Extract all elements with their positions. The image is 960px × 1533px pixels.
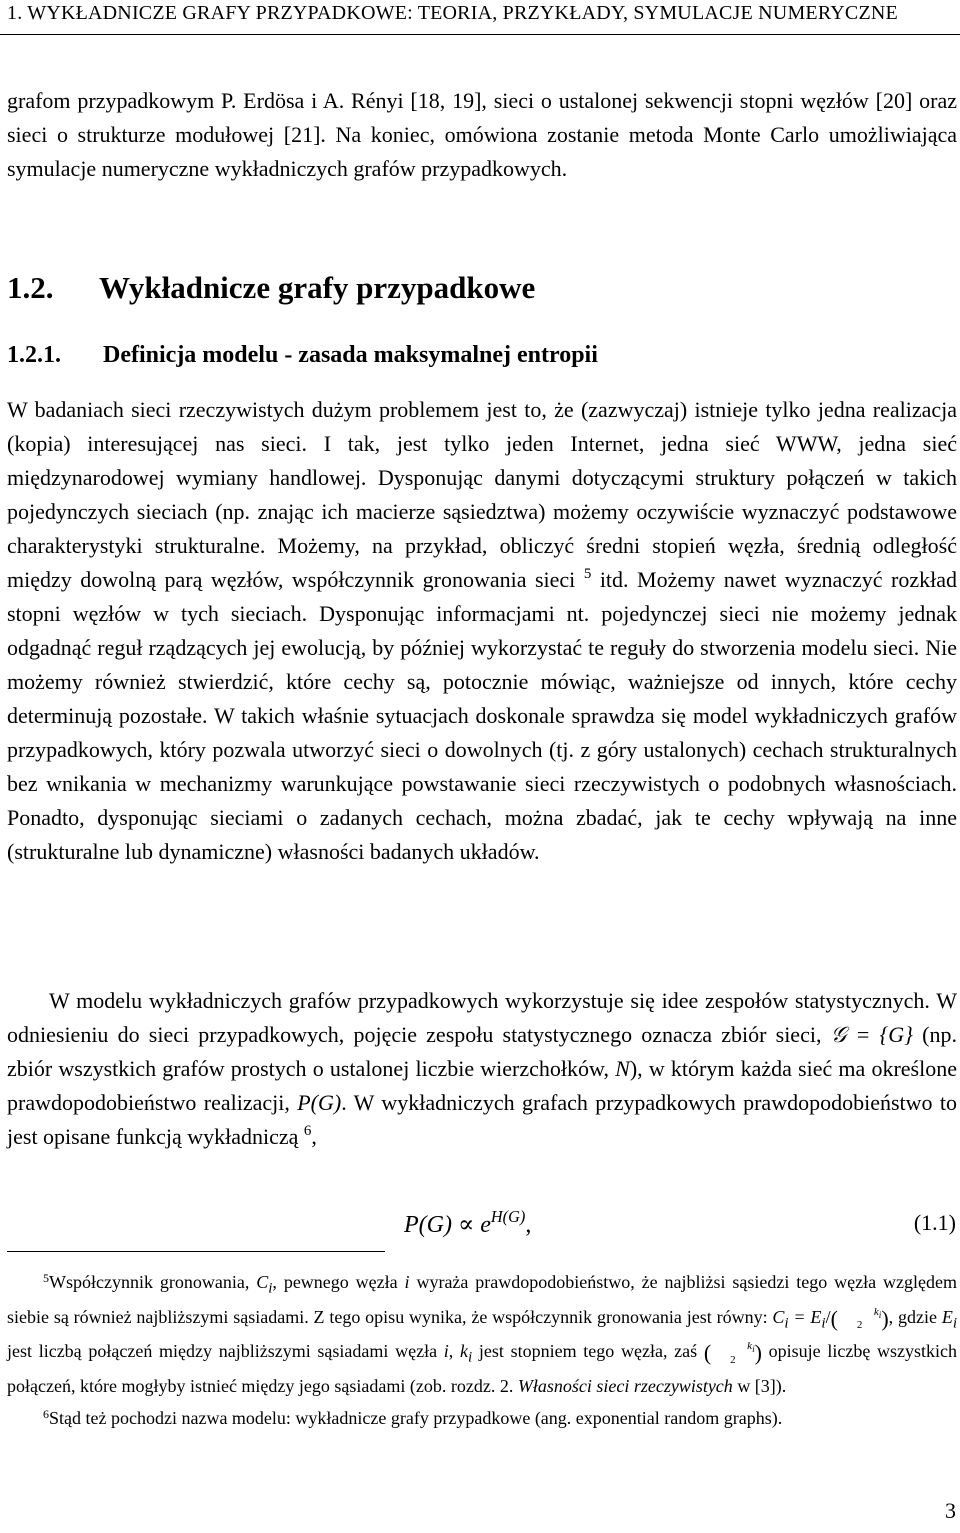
footnote-ref-5: 5 — [583, 566, 592, 583]
binom2-open: ( — [703, 1340, 712, 1366]
section-heading — [7, 270, 535, 306]
fn5-var-i: i — [404, 1272, 410, 1292]
equation-exponent: H(G) — [490, 1207, 526, 1227]
fn5-sub-i-3: i — [821, 1315, 826, 1332]
fn5-text-i: w [3]). — [732, 1375, 787, 1396]
body-text-a: W badaniach sieci rzeczywistych dużym problemem jest to, że (zazwyczaj) istnieje tylko jedna realizacja (kopia) interesującej nas sieci. I tak, jest tylko jeden Internet, jedna sieć WWW, jedna sieć międzynarodowej wymiany handlowej. Dysponując danymi dotyczącymi struktury połączeń w takich pojedynczych sieciach (np. znając ich macierze sąsiedztwa) możemy oczywiście wyznaczyć podstawowe charakterystyki strukturalne. Możemy, na przykład, obliczyć średni stopień węzła, średnią odległość między dowolną parą węzłów, współczynnik gronowania sieci — [7, 397, 957, 592]
body-text-c: W modelu wykładniczych grafów przypadkowych wykorzystuje się idee zespołów statystycznych. W odniesieniu do sieci przypadkowych, pojęcie zespołu statystycznego oznacza zbiór sieci, — [7, 988, 957, 1047]
body-text-b: itd. Możemy nawet wyznaczyć rozkład stopni węzłów w tych sieciach. Dysponując informacjami nt. pojedynczej sieci nie możemy jednak odgadnąć reguł rządzących jej ewolucją, by później wykorzystać te reguły do stworzenia modelu sieci. Nie możemy również stwierdzić, które cechy są, potocznie mówiąc, ważniejsze od innych, które cechy determinują pozostałe. W takich właśnie sytuacjach doskonale sprawdza się model wykładniczych grafów przypadkowych, który pozwala utworzyć sieci o dowolnych (tj. z góry ustalonych) cechach strukturalnych bez wnikania w mechanizmy warunkujące powstawanie sieci rzeczywistych o podobnych własnościach. Ponadto, dysponując sieciami o zadanych cechach, można zbadać, jak te cechy wpływają na inne (strukturalne lub dynamiczne) własności badanych układów. — [7, 567, 958, 864]
header-rule — [0, 34, 960, 35]
binom2-ki-2 — [711, 1341, 754, 1364]
body-text-e: ), w którym każda sieć ma określone prawdopodobieństwo realizacji, — [7, 1056, 958, 1115]
footnote-5: $^5$Współczynnik gronowania, $C_i$, pewnego węzła i wyraża prawdopodobieństwo, że najbliżsi sąsiedzi tego węzła względem siebie są również najbliższymi sąsiadami. Z tego opisu wynika, że współczynnik gronowania jest równy: $C_i = E_i/$( $k_i$ 2 ), gdzie $E_i$ jest liczbą połączeń między najbliższymi sąsiadami węzła i, $k_i$ jest stopniem tego węzła, zaś ( $k_i$ 2 ) opisuje liczbę wszystkich połączeń, które mogłyby istnieć między jego sąsiadami (zob. rozdz. 2. Własności sieci rzeczywistych w [3]). — [7, 1271, 958, 1396]
subsection-heading — [7, 342, 598, 369]
binom2-bottom: 2 — [730, 1353, 736, 1366]
fn5-var-k: k — [460, 1341, 468, 1362]
footnote-5-mark: 5 — [43, 1271, 49, 1285]
binom-top: k — [873, 1305, 879, 1318]
fn5-formula-E: = E — [788, 1306, 822, 1327]
binom2-top: k — [747, 1340, 753, 1353]
fn5-text-e: jest liczbą połączeń między najbliższymi sąsiadami węzła — [7, 1341, 444, 1362]
fn5-var-E: E — [941, 1306, 953, 1327]
equation-body — [404, 1207, 532, 1239]
fn5-var-C: C — [256, 1272, 269, 1292]
body-text-g: , — [311, 1124, 317, 1149]
footnote-6 — [7, 1400, 957, 1432]
binom-top-sub: i — [878, 1310, 882, 1321]
fn5-text-d: , gdzie — [888, 1306, 942, 1327]
intro-paragraph: grafom przypadkowym P. Erdösa i A. Rényi [18, 19], sieci o ustalonej sekwencji stopni węzłów [20] oraz sieci o strukturze modułowej [21]. Na koniec, omówiona zostanie metoda Monte Carlo umożliwiająca symulacje numeryczne wykładniczych grafów przypadkowych. — [7, 88, 957, 181]
equation-tail: , — [525, 1212, 532, 1238]
equation-1-1 — [0, 1207, 958, 1246]
body-text-d: (np. zbiór wszystkich grafów prostych o ustalonej liczbie wierzchołków, — [7, 1022, 957, 1081]
ensemble-symbol: 𝒢 = {G} — [830, 1022, 913, 1047]
body-paragraph-2 — [7, 984, 957, 1154]
fn5-sub-i-5: i — [468, 1349, 473, 1366]
fn5-text-g: jest stopniem tego węzła, zaś — [472, 1341, 704, 1362]
fn5-formula-C: C — [772, 1306, 785, 1327]
fn5-text-h: opisuje liczbę wszystkich połączeń, które mogłyby istnieć między jego sąsiadami (zob. rozdz. 2. — [7, 1341, 958, 1396]
prob-PG: P(G) — [297, 1090, 342, 1115]
binom-bottom: 2 — [856, 1319, 863, 1332]
equation-lhs: P(G) ∝ e — [404, 1212, 491, 1238]
fn5-sub-i-4: i — [952, 1315, 957, 1332]
fn5-sub-i-2: i — [784, 1315, 789, 1332]
footnotes — [7, 1264, 957, 1432]
binom-ki-2 — [838, 1307, 881, 1330]
page-number: 3 — [945, 1498, 956, 1523]
body-text-f: . W wykładniczych grafach przypadkowych prawdopodobieństwo to jest opisane funkcją wykładniczą — [7, 1090, 957, 1149]
section-number: 1.2. — [7, 270, 54, 305]
fn5-text-c: wyraża prawdopodobieństwo, że najbliżsi sąsiedzi tego węzła względem siebie są również najbliższymi sąsiadami. Z tego opisu wynika, że współczynnik gronowania jest równy: — [7, 1272, 957, 1327]
fn5-var-i-2: i — [443, 1341, 449, 1362]
fn5-cited-title: Własności sieci rzeczywistych — [517, 1375, 733, 1396]
section-title: Wykładnicze grafy przypadkowe — [99, 270, 536, 305]
equation-number: (1.1) — [913, 1210, 956, 1235]
binom-close: ) — [881, 1305, 889, 1331]
body-paragraph-1 — [7, 393, 957, 869]
subsection-number: 1.2.1. — [7, 342, 61, 368]
fn5-text-f: , — [448, 1341, 460, 1362]
binom2-top-sub: i — [752, 1344, 755, 1355]
fn5-sub-i: i — [268, 1280, 273, 1297]
binom-open: ( — [830, 1305, 838, 1331]
running-header: 1. WYKŁADNICZE GRAFY PRZYPADKOWE: TEORIA, PRZYKŁADY, SYMULACJE NUMERYCZNE — [7, 2, 898, 24]
binom2-close: ) — [754, 1340, 762, 1366]
fn5-text-b: , pewnego węzła — [272, 1272, 405, 1292]
footnote-rule — [7, 1251, 385, 1252]
var-N: N — [615, 1056, 630, 1081]
footnote-6-mark: 6 — [43, 1406, 49, 1421]
footnote-6-text: Stąd też pochodzi nazwa modelu: wykładnicze grafy przypadkowe (ang. exponential random graphs). — [49, 1407, 783, 1428]
fn5-text-a: Współczynnik gronowania, — [49, 1272, 257, 1292]
footnote-ref-6: 6 — [303, 1123, 312, 1140]
subsection-title: Definicja modelu - zasada maksymalnej entropii — [103, 342, 598, 368]
